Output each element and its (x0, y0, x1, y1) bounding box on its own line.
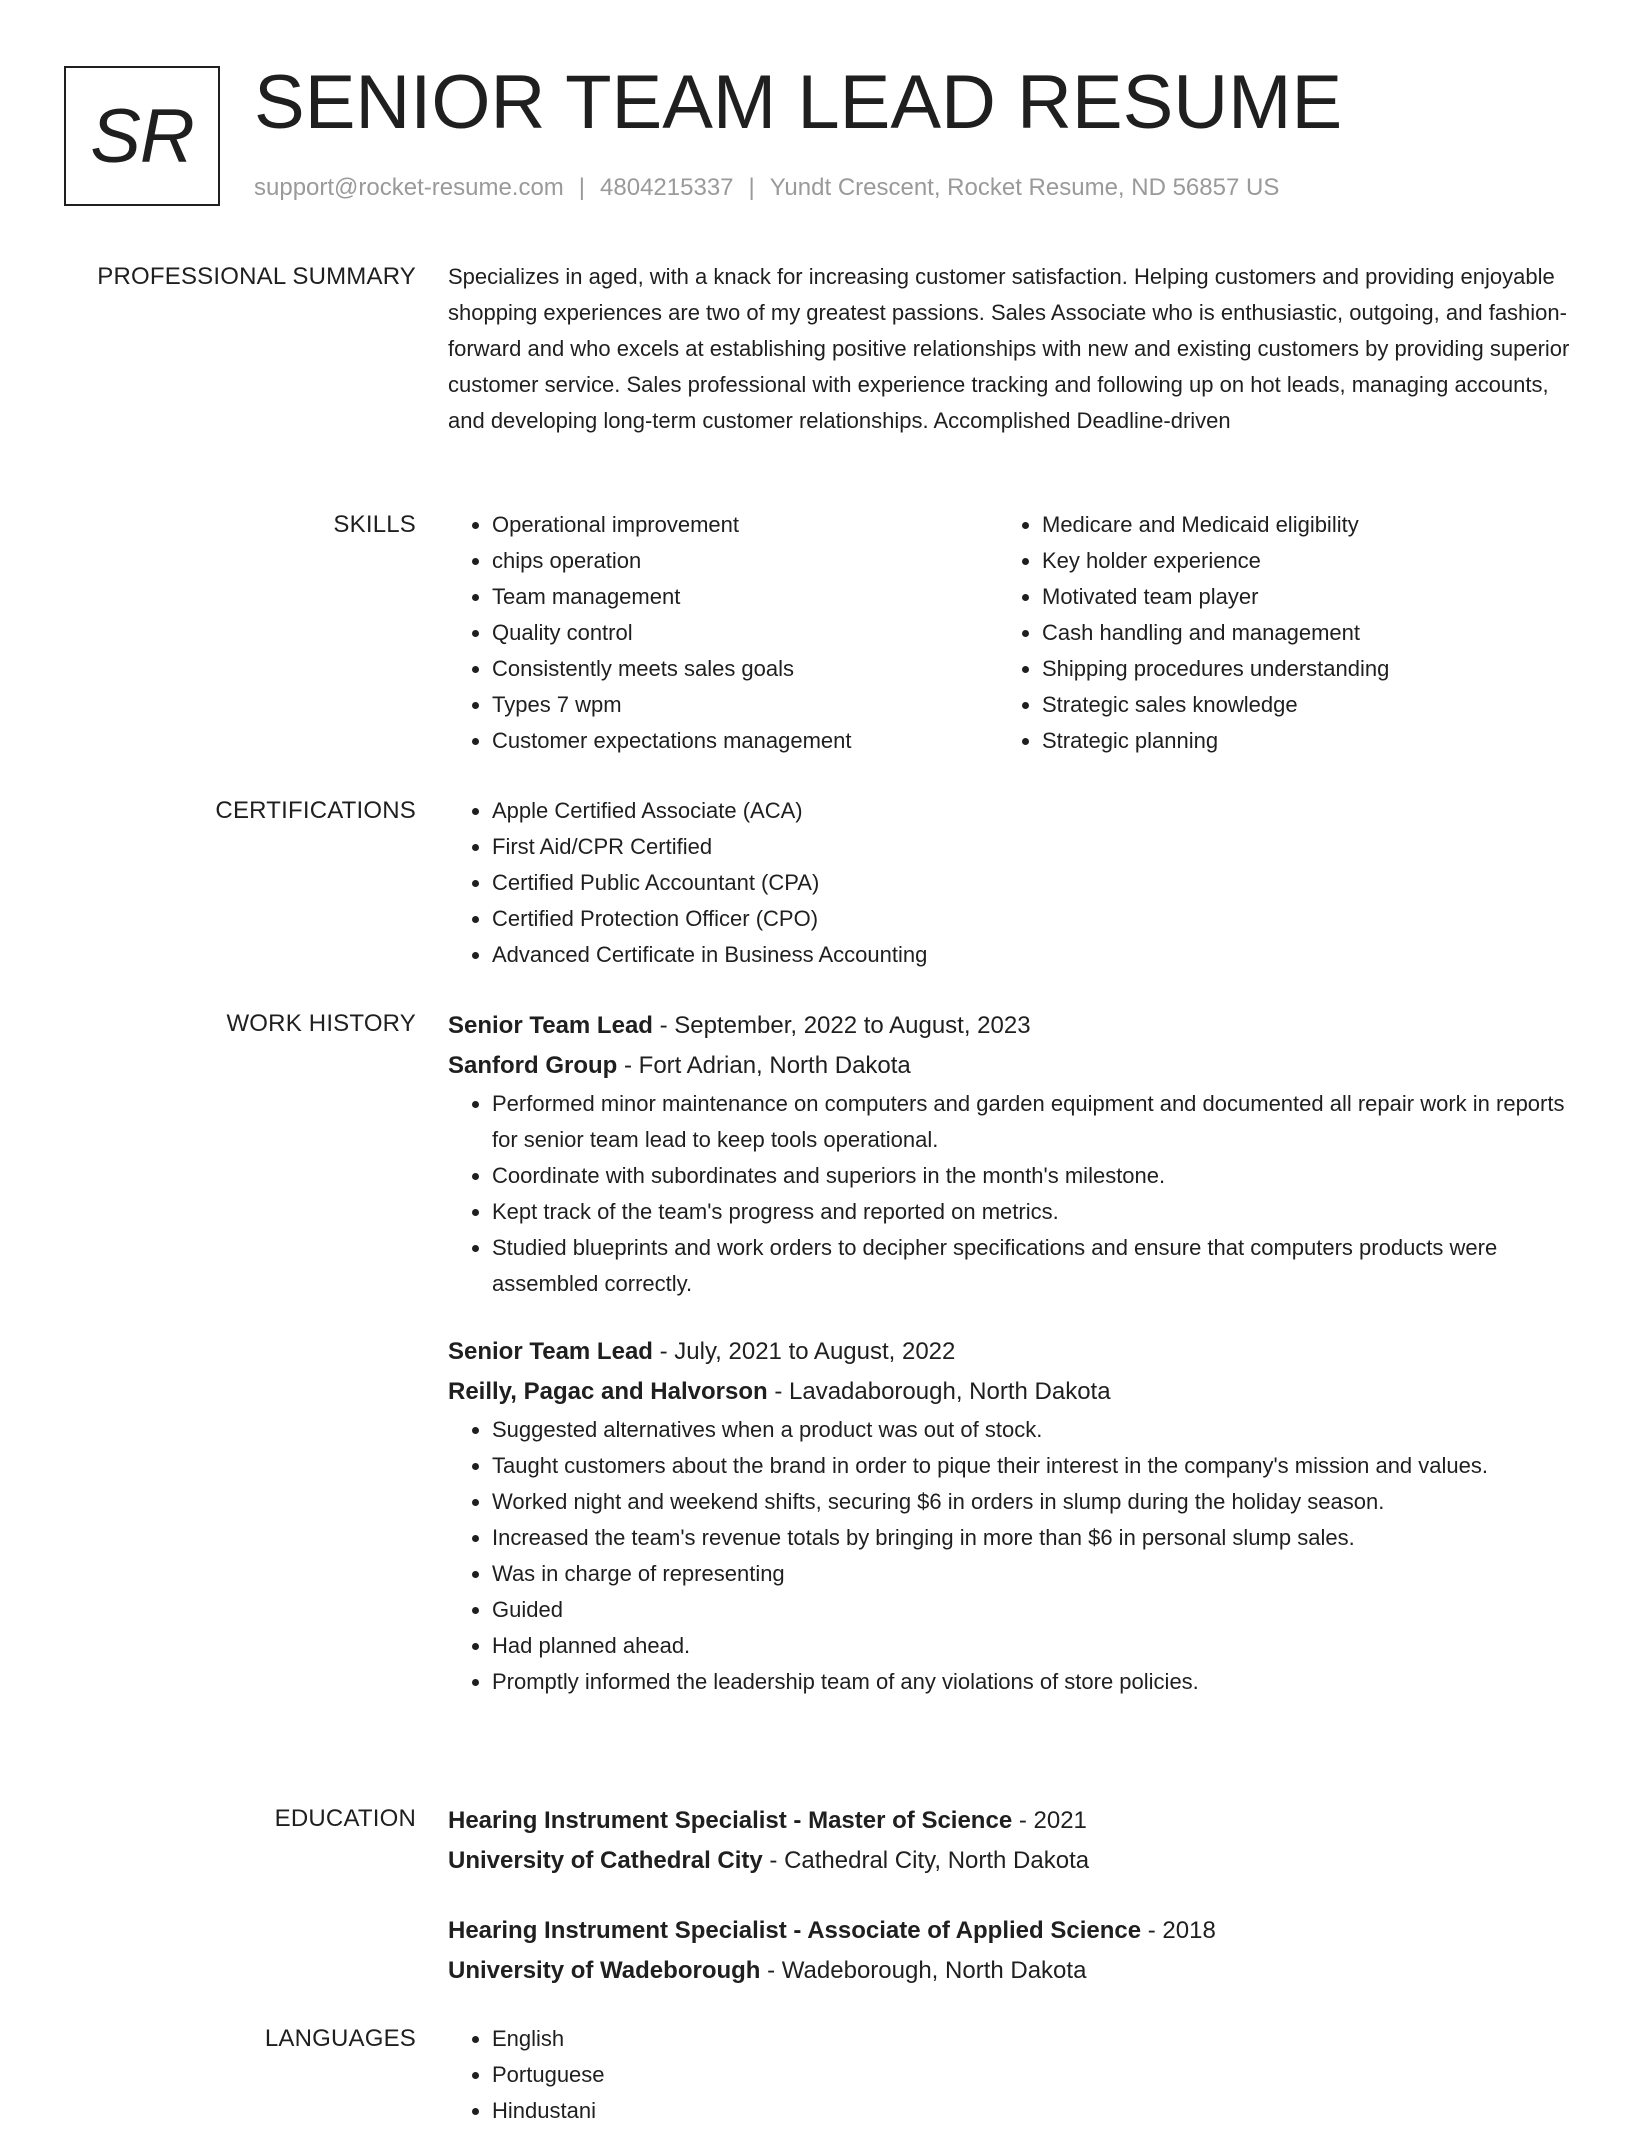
job-bullet: • Increased the team's revenue totals by bringing in more than $6 in personal slump sales. (492, 1520, 1570, 1556)
skills-list-left (448, 507, 998, 759)
skill-item: • Motivated team player (1042, 579, 1548, 615)
contact-address: Yundt Crescent, Rocket Resume, ND 56857 US (769, 174, 1280, 201)
job-bullet: • Was in charge of representing (492, 1556, 1570, 1592)
skill-item: • chips operation (492, 543, 998, 579)
skills-body (448, 507, 1570, 759)
job-bullet: • Guided (492, 1592, 1570, 1628)
work-history-body (448, 1006, 1570, 1730)
certifications-body (448, 793, 1570, 973)
skill-item: • Shipping procedures understanding (1042, 651, 1548, 687)
education-degree-line (448, 1801, 1570, 1841)
section-label-summary: PROFESSIONAL SUMMARY (97, 263, 416, 290)
skill-item: • Operational improvement (492, 507, 998, 543)
section-label-work-history: WORK HISTORY (226, 1010, 416, 1037)
education-school: University of Wadeborough (448, 1957, 761, 1984)
job-company-line (448, 1046, 1570, 1086)
job-bullet-list (448, 1412, 1570, 1700)
education-school-line (448, 1951, 1570, 1991)
certifications-list (448, 793, 1570, 973)
job-bullet: • Taught customers about the brand in order to pique their interest in the company's mission and values. (492, 1448, 1570, 1484)
skill-item: • Customer expectations management (492, 723, 998, 759)
skill-item: • Strategic planning (1042, 723, 1548, 759)
job-bullet: • Suggested alternatives when a product was out of stock. (492, 1412, 1570, 1448)
contact-separator: | (578, 174, 586, 201)
education-degree: Hearing Instrument Specialist - Master of Science (448, 1807, 1013, 1834)
monogram-initials: SR (64, 66, 220, 206)
job-entry (448, 1006, 1570, 1302)
job-entry (448, 1332, 1570, 1700)
skill-item: • Quality control (492, 615, 998, 651)
skills-column-right (998, 507, 1548, 759)
job-bullet: • Studied blueprints and work orders to decipher specifications and ensure that computers products were assembled correctly. (492, 1230, 1570, 1302)
skills-list-right (998, 507, 1548, 759)
certification-item: • First Aid/CPR Certified (492, 829, 1570, 865)
section-label-certifications: CERTIFICATIONS (215, 797, 416, 824)
section-label-education: EDUCATION (274, 1805, 416, 1832)
languages-list (448, 2021, 1570, 2129)
job-bullet: • Coordinate with subordinates and superiors in the month's milestone. (492, 1158, 1570, 1194)
certification-item: • Certified Public Accountant (CPA) (492, 865, 1570, 901)
resume-title: SENIOR TEAM LEAD RESUME (254, 60, 1343, 145)
education-body (448, 1801, 1570, 2021)
language-item: • Hindustani (492, 2093, 1570, 2129)
education-year: - 2021 (1012, 1807, 1087, 1834)
education-entry (448, 1801, 1570, 1881)
language-item: • Portuguese (492, 2057, 1570, 2093)
skills-column-left (448, 507, 998, 759)
education-school: University of Cathedral City (448, 1847, 763, 1874)
contact-separator: | (748, 174, 755, 201)
job-company-line (448, 1372, 1570, 1412)
section-label-languages: LANGUAGES (264, 2025, 416, 2052)
education-year: - 2018 (1141, 1917, 1216, 1944)
summary-text: Specializes in aged, with a knack for increasing customer satisfaction. Helping customers and providing enjoyable shopping experiences are two of my greatest passions. Sales Associate who is enthusiastic, outgoing, and fashion-forward and who excels at establishing positive relationships with new and existing customers by providing superior customer service. Sales professional with experience tracking and following up on hot leads, managing accounts, and developing long-term customer relationships. Accomplished Deadline-driven (448, 264, 1570, 433)
education-degree: Hearing Instrument Specialist - Associate of Applied Science (448, 1917, 1142, 1944)
certification-item: • Certified Protection Officer (CPO) (492, 901, 1570, 937)
summary-body (448, 259, 1570, 439)
job-title-line (448, 1006, 1570, 1046)
job-title-line (448, 1332, 1570, 1372)
education-degree-line (448, 1911, 1570, 1951)
language-item: • English (492, 2021, 1570, 2057)
job-bullet-list (448, 1086, 1570, 1302)
education-location: - Wadeborough, North Dakota (760, 1957, 1087, 1984)
contact-line (254, 174, 1279, 202)
contact-phone[interactable]: 4804215337 (600, 174, 734, 201)
education-location: - Cathedral City, North Dakota (762, 1847, 1090, 1874)
job-dates: - July, 2021 to August, 2022 (652, 1338, 956, 1365)
job-location: - Fort Adrian, North Dakota (617, 1052, 911, 1079)
job-bullet: • Performed minor maintenance on computers and garden equipment and documented all repair work in reports for senior team lead to keep tools operational. (492, 1086, 1570, 1158)
skill-item: • Types 7 wpm (492, 687, 998, 723)
job-bullet: • Worked night and weekend shifts, securing $6 in orders in slump during the holiday season. (492, 1484, 1570, 1520)
job-title: Senior Team Lead (448, 1012, 653, 1039)
skill-item: • Cash handling and management (1042, 615, 1548, 651)
job-dates: - September, 2022 to August, 2023 (652, 1012, 1031, 1039)
certification-item: • Apple Certified Associate (ACA) (492, 793, 1570, 829)
job-location: - Lavadaborough, North Dakota (767, 1378, 1111, 1405)
job-bullet: • Had planned ahead. (492, 1628, 1570, 1664)
certification-item: • Advanced Certificate in Business Accounting (492, 937, 1570, 973)
skill-item: • Strategic sales knowledge (1042, 687, 1548, 723)
contact-email[interactable]: support@rocket-resume.com (254, 174, 564, 201)
skill-item: • Team management (492, 579, 998, 615)
job-company: Sanford Group (448, 1052, 618, 1079)
education-entry (448, 1911, 1570, 1991)
job-company: Reilly, Pagac and Halvorson (448, 1378, 768, 1405)
languages-body (448, 2021, 1570, 2129)
job-bullet: • Promptly informed the leadership team of any violations of store policies. (492, 1664, 1570, 1700)
job-title: Senior Team Lead (448, 1338, 653, 1365)
section-label-skills: SKILLS (333, 511, 416, 538)
skill-item: • Medicare and Medicaid eligibility (1042, 507, 1548, 543)
job-bullet: • Kept track of the team's progress and reported on metrics. (492, 1194, 1570, 1230)
skill-item: • Key holder experience (1042, 543, 1548, 579)
education-school-line (448, 1841, 1570, 1881)
skill-item: • Consistently meets sales goals (492, 651, 998, 687)
